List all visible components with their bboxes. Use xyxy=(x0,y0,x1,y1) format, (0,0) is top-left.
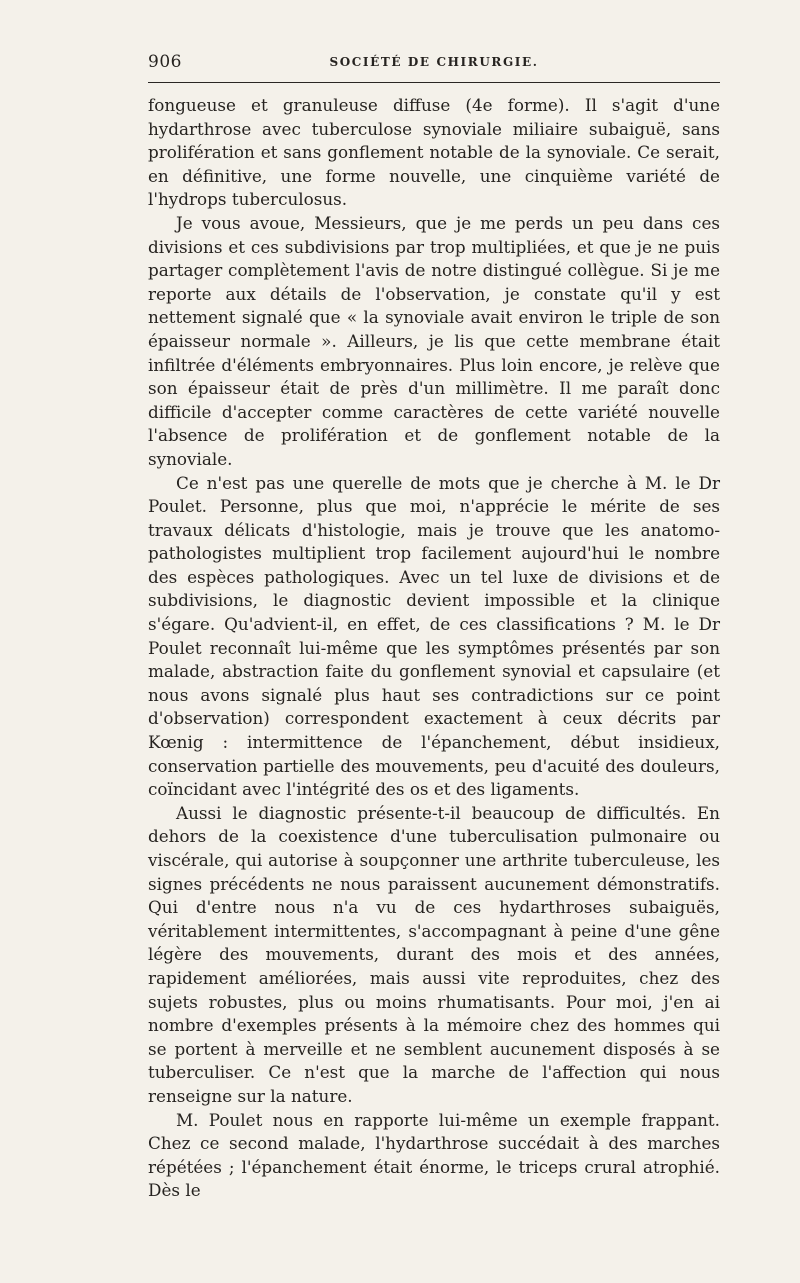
header-rule xyxy=(148,82,720,83)
paragraph-continuation: fongueuse et granuleuse diffuse (4e forme). Il s'agit d'une hydarthrose avec tuberculose synoviale miliaire subaiguë, sans prolifération et sans gonflement notable de la synoviale. Ce serait, en définitive, une forme nouvelle, une cinquième variété de l'hydrops tuberculosus. xyxy=(148,95,720,210)
body-text xyxy=(148,94,720,1203)
running-head: SOCIÉTÉ DE CHIRURGIE. xyxy=(329,55,539,69)
paragraph-querelle: Ce n'est pas une querelle de mots que je cherche à M. le Dr Poulet. Personne, plus que moi, n'apprécie le mérite de ses travaux délicats d'histologie, mais je trouve que les anatomo-pathologistes multiplient trop facilement aujourd'hui le nombre des espèces pathologiques. Avec un tel luxe de divisions et de subdivisions, le diagnostic devient impossible et la clinique s'égare. Qu'advient-il, en effet, de ces classifications ? M. le Dr Poulet reconnaît lui-même que les symptômes présentés par son malade, abstraction faite du gonflement synovial et capsulaire (et nous avons signalé plus haut ses contradictions sur ce point d'observation) correspondent exactement à ceux décrits par Kœnig : intermittence de l'épanchement, début insidieux, conservation partielle des mouvements, peu d'acuité des douleurs, coïncidant avec l'intégrité des os et des ligaments. xyxy=(148,472,720,800)
page-header xyxy=(148,52,720,82)
paragraph-exemple: M. Poulet nous en rapporte lui-même un exemple frappant. Chez ce second malade, l'hydarthrose succédait à des marches répétées ; l'épanchement était énorme, le triceps crural atrophié. Dès le xyxy=(148,1109,720,1201)
paragraph-diagnostic: Aussi le diagnostic présente-t-il beaucoup de difficultés. En dehors de la coexistence d'une tuberculisation pulmonaire ou viscérale, qui autorise à soupçonner une arthrite tuberculeuse, les signes précédents ne nous paraissent aucunement démonstratifs. Qui d'entre nous n'a vu de ces hydarthroses subaiguës, véritablement intermittentes, s'accompagnant à peine d'une gêne légère des mouvements, durant des mois et des années, rapidement améliorées, mais aussi vite reproduites, chez des sujets robustes, plus ou moins rhumatisants. Pour moi, j'en ai nombre d'exemples présents à la mémoire chez des hommes qui se portent à merveille et ne semblent aucunement disposés à se tuberculiser. Ce n'est que la marche de l'affection qui nous renseigne sur la nature. xyxy=(148,802,720,1106)
paragraph-divisions: Je vous avoue, Messieurs, que je me perds un peu dans ces divisions et ces subdivisions par trop multipliées, et que je ne puis partager complètement l'avis de notre distingué collègue. Si je me reporte aux détails de l'observation, je constate qu'il y est nettement signalé que « la synoviale avait environ le triple de son épaisseur normale ». Ailleurs, je lis que cette membrane était infiltrée d'éléments embryonnaires. Plus loin encore, je relève que son épaisseur était de près d'un millimètre. Il me paraît donc difficile d'accepter comme caractères de cette variété nouvelle l'absence de prolifération et de gonflement notable de la synoviale. xyxy=(148,212,720,469)
page-number: 906 xyxy=(148,52,182,72)
